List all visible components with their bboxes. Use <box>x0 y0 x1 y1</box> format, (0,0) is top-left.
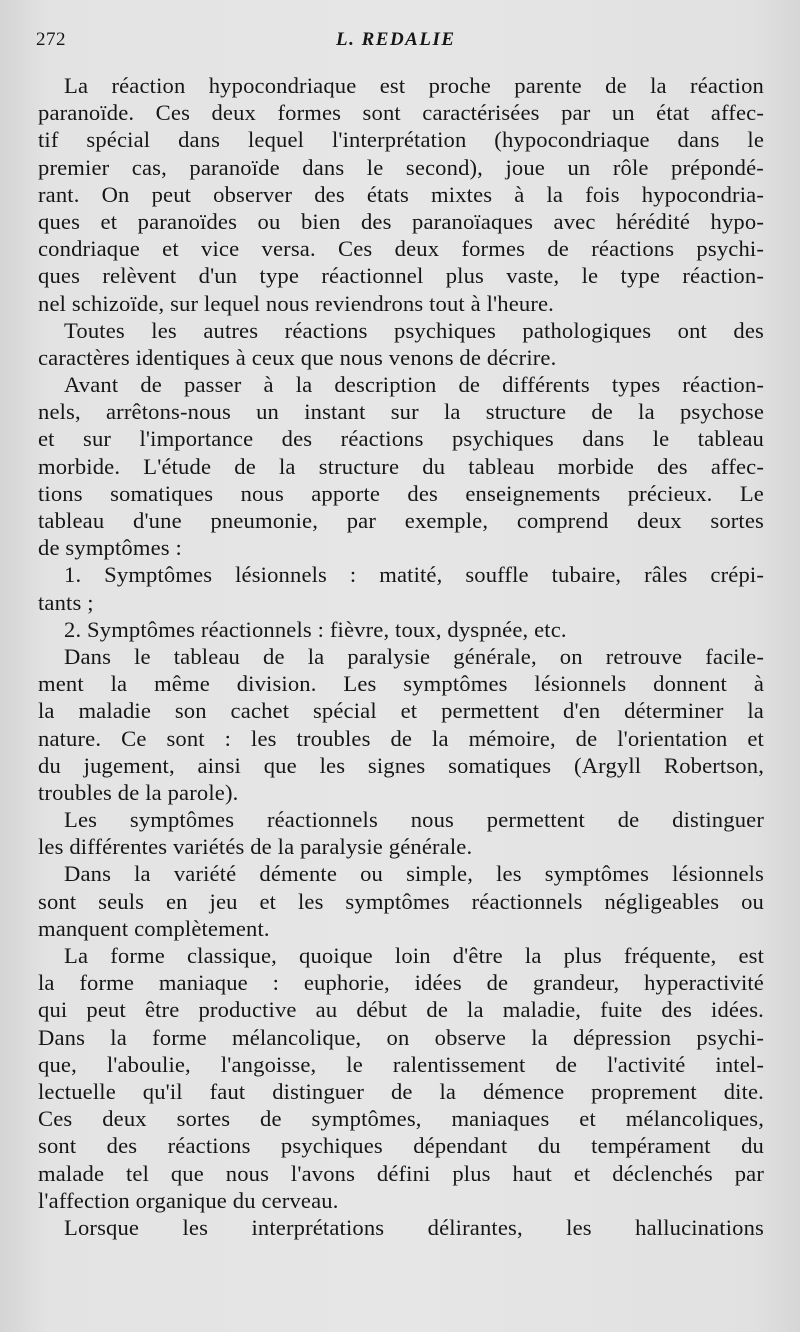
text-line: Lorsque les interprétations délirantes, les hallucinations <box>64 1214 764 1240</box>
text-line: tants ; <box>38 589 94 615</box>
text-line: premier cas, paranoïde dans le second), joue un rôle prépondé- <box>38 154 764 180</box>
page-header <box>36 29 764 55</box>
text-line: sont seuls en jeu et les symptômes réactionnels négligeables ou <box>38 888 764 914</box>
text-line: de symptômes : <box>38 535 182 561</box>
text-line: la maladie son cachet spécial et permettent d'en déterminer la <box>38 698 764 724</box>
text-line: condriaque et vice versa. Ces deux formes de réactions psychi- <box>38 236 764 262</box>
text-line: que, l'aboulie, l'angoisse, le ralentissement de l'activité intel- <box>38 1051 764 1077</box>
text-line: Toutes les autres réactions psychiques pathologiques ont des <box>64 317 764 343</box>
text-line: du jugement, ainsi que les signes somatiques (Argyll Robertson, <box>38 752 764 778</box>
text-line: nels, arrêtons-nous un instant sur la structure de la psychose <box>38 399 764 425</box>
text-line: tions somatiques nous apporte des enseignements précieux. Le <box>38 480 764 506</box>
text-line: Dans la variété démente ou simple, les symptômes lésionnels <box>64 861 764 887</box>
text-line: Avant de passer à la description de différents types réaction- <box>64 372 764 398</box>
text-line: Les symptômes réactionnels nous permettent de distinguer <box>64 807 764 833</box>
text-line: et sur l'importance des réactions psychiques dans le tableau <box>38 426 764 452</box>
text-line: malade tel que nous l'avons défini plus haut et déclenchés par <box>38 1160 764 1186</box>
text-line: rant. On peut observer des états mixtes à la fois hypocondria- <box>38 181 764 207</box>
text-line: morbide. L'étude de la structure du tableau morbide des affec- <box>38 453 764 479</box>
text-line: La réaction hypocondriaque est proche parente de la réaction <box>64 73 764 98</box>
page-body <box>38 72 764 1241</box>
text-line: caractères identiques à ceux que nous venons de décrire. <box>38 344 557 370</box>
text-line: ques et paranoïdes ou bien des paranoïaques avec hérédité hypo- <box>38 208 764 234</box>
paragraph <box>38 860 764 942</box>
text-line: Dans la forme mélancolique, on observe la dépression psychi- <box>38 1024 764 1050</box>
text-line: sont des réactions psychiques dépendant du tempérament du <box>38 1133 764 1159</box>
text-line: la forme maniaque : euphorie, idées de grandeur, hyperactivité <box>38 970 764 996</box>
text-line: ment la même division. Les symptômes lésionnels donnent à <box>38 671 764 697</box>
text-line: les différentes variétés de la paralysie générale. <box>38 834 473 860</box>
text-line: paranoïde. Ces deux formes sont caractérisées par un état affec- <box>38 100 764 126</box>
text-line: qui peut être productive au début de la maladie, fuite des idées. <box>38 997 764 1023</box>
paragraph <box>38 371 764 561</box>
text-line: l'affection organique du cerveau. <box>38 1187 339 1213</box>
text-line: La forme classique, quoique loin d'être la plus fréquente, est <box>64 943 764 968</box>
text-line: nature. Ce sont : les troubles de la mémoire, de l'orientation et <box>38 725 764 751</box>
text-line: 1. Symptômes lésionnels : matité, souffle tubaire, râles crépi- <box>64 562 764 588</box>
text-line: ques relèvent d'un type réactionnel plus vaste, le type réaction- <box>38 263 764 289</box>
text-line: tif spécial dans lequel l'interprétation (hypocondriaque dans le <box>38 127 764 153</box>
text-line: nel schizoïde, sur lequel nous reviendrons tout à l'heure. <box>38 290 554 316</box>
paragraph <box>38 806 764 860</box>
text-line: troubles de la parole). <box>38 779 239 805</box>
paragraph <box>38 72 764 317</box>
text-line: Dans le tableau de la paralysie générale, on retrouve facile- <box>64 643 764 669</box>
page-number: 272 <box>36 29 66 50</box>
running-head: L. REDALIE <box>336 29 456 50</box>
text-line: tableau d'une pneumonie, par exemple, comprend deux sortes <box>38 508 764 533</box>
paragraph <box>38 317 764 371</box>
text-line: manquent complètement. <box>38 915 270 941</box>
list-item <box>38 616 764 643</box>
paragraph <box>38 643 764 806</box>
paragraph <box>38 1214 764 1241</box>
text-line: Ces deux sortes de symptômes, maniaques et mélancoliques, <box>38 1106 764 1132</box>
paragraph <box>38 942 764 1214</box>
list-item <box>38 561 764 615</box>
text-line: 2. Symptômes réactionnels : fièvre, toux, dyspnée, etc. <box>64 616 567 642</box>
text-line: lectuelle qu'il faut distinguer de la démence proprement dite. <box>38 1078 764 1104</box>
